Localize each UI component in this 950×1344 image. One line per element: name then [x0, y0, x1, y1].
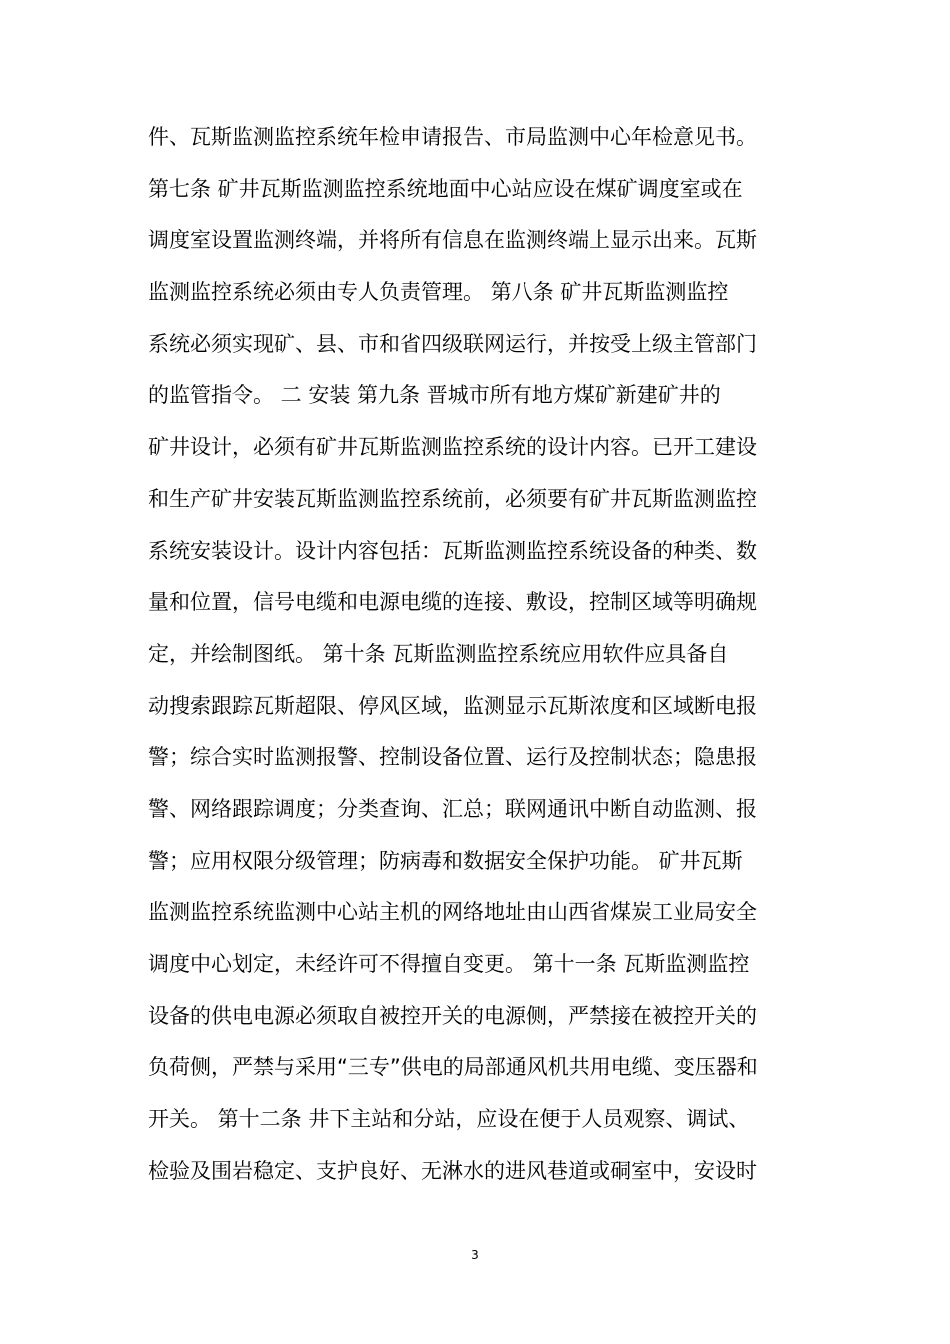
text-line: 警；综合实时监测报警、控制设备位置、运行及控制状态；隐患报	[148, 745, 757, 770]
text-line: 动搜索跟踪瓦斯超限、停风区域，监测显示瓦斯浓度和区域断电报	[148, 693, 757, 718]
text-line: 警、网络跟踪调度；分类查询、汇总；联网通讯中断自动监测、报	[148, 796, 757, 821]
text-line: 的监管指令。 二 安装 第九条 晋城市所有地方煤矿新建矿井的	[148, 383, 721, 408]
text-line: 矿井设计，必须有矿井瓦斯监测监控系统的设计内容。已开工建设	[148, 435, 757, 460]
page-number: 3	[471, 1248, 479, 1262]
text-line: 警；应用权限分级管理；防病毒和数据安全保护功能。 矿井瓦斯	[148, 848, 743, 873]
text-line: 监测监控系统必须由专人负责管理。 第八条 矿井瓦斯监测监控	[148, 280, 729, 305]
text-line: 第七条 矿井瓦斯监测监控系统地面中心站应设在煤矿调度室或在	[148, 176, 743, 201]
text-line: 监测监控系统监测中心站主机的网络地址由山西省煤炭工业局安全	[148, 900, 757, 925]
text-line: 定，并绘制图纸。 第十条 瓦斯监测监控系统应用软件应具备自	[148, 641, 729, 666]
text-line: 系统安装设计。设计内容包括：瓦斯监测监控系统设备的种类、数	[148, 538, 757, 563]
text-line: 量和位置，信号电缆和电源电缆的连接、敷设，控制区域等明确规	[148, 590, 757, 615]
text-line: 开关。 第十二条 井下主站和分站，应设在便于人员观察、调试、	[148, 1107, 750, 1132]
text-line: 系统必须实现矿、县、市和省四级联网运行，并按受上级主管部门	[148, 331, 757, 356]
text-line: 调度室设置监测终端，并将所有信息在监测终端上显示出来。瓦斯	[148, 228, 757, 253]
text-line: 调度中心划定，未经许可不得擅自变更。 第十一条 瓦斯监测监控	[148, 952, 750, 976]
body-text	[148, 112, 808, 1197]
text-line: 设备的供电电源必须取自被控开关的电源侧，严禁接在被控开关的	[148, 1003, 757, 1028]
text-line: 负荷侧，严禁与采用“三专”供电的局部通风机共用电缆、变压器和	[148, 1055, 758, 1080]
text-line: 和生产矿井安装瓦斯监测监控系统前，必须要有矿井瓦斯监测监控	[148, 486, 757, 511]
text-line: 件、瓦斯监测监控系统年检申请报告、市局监测中心年检意见书。	[148, 125, 757, 149]
text-line: 检验及围岩稳定、支护良好、无淋水的进风巷道或硐室中，安设时	[148, 1158, 757, 1183]
